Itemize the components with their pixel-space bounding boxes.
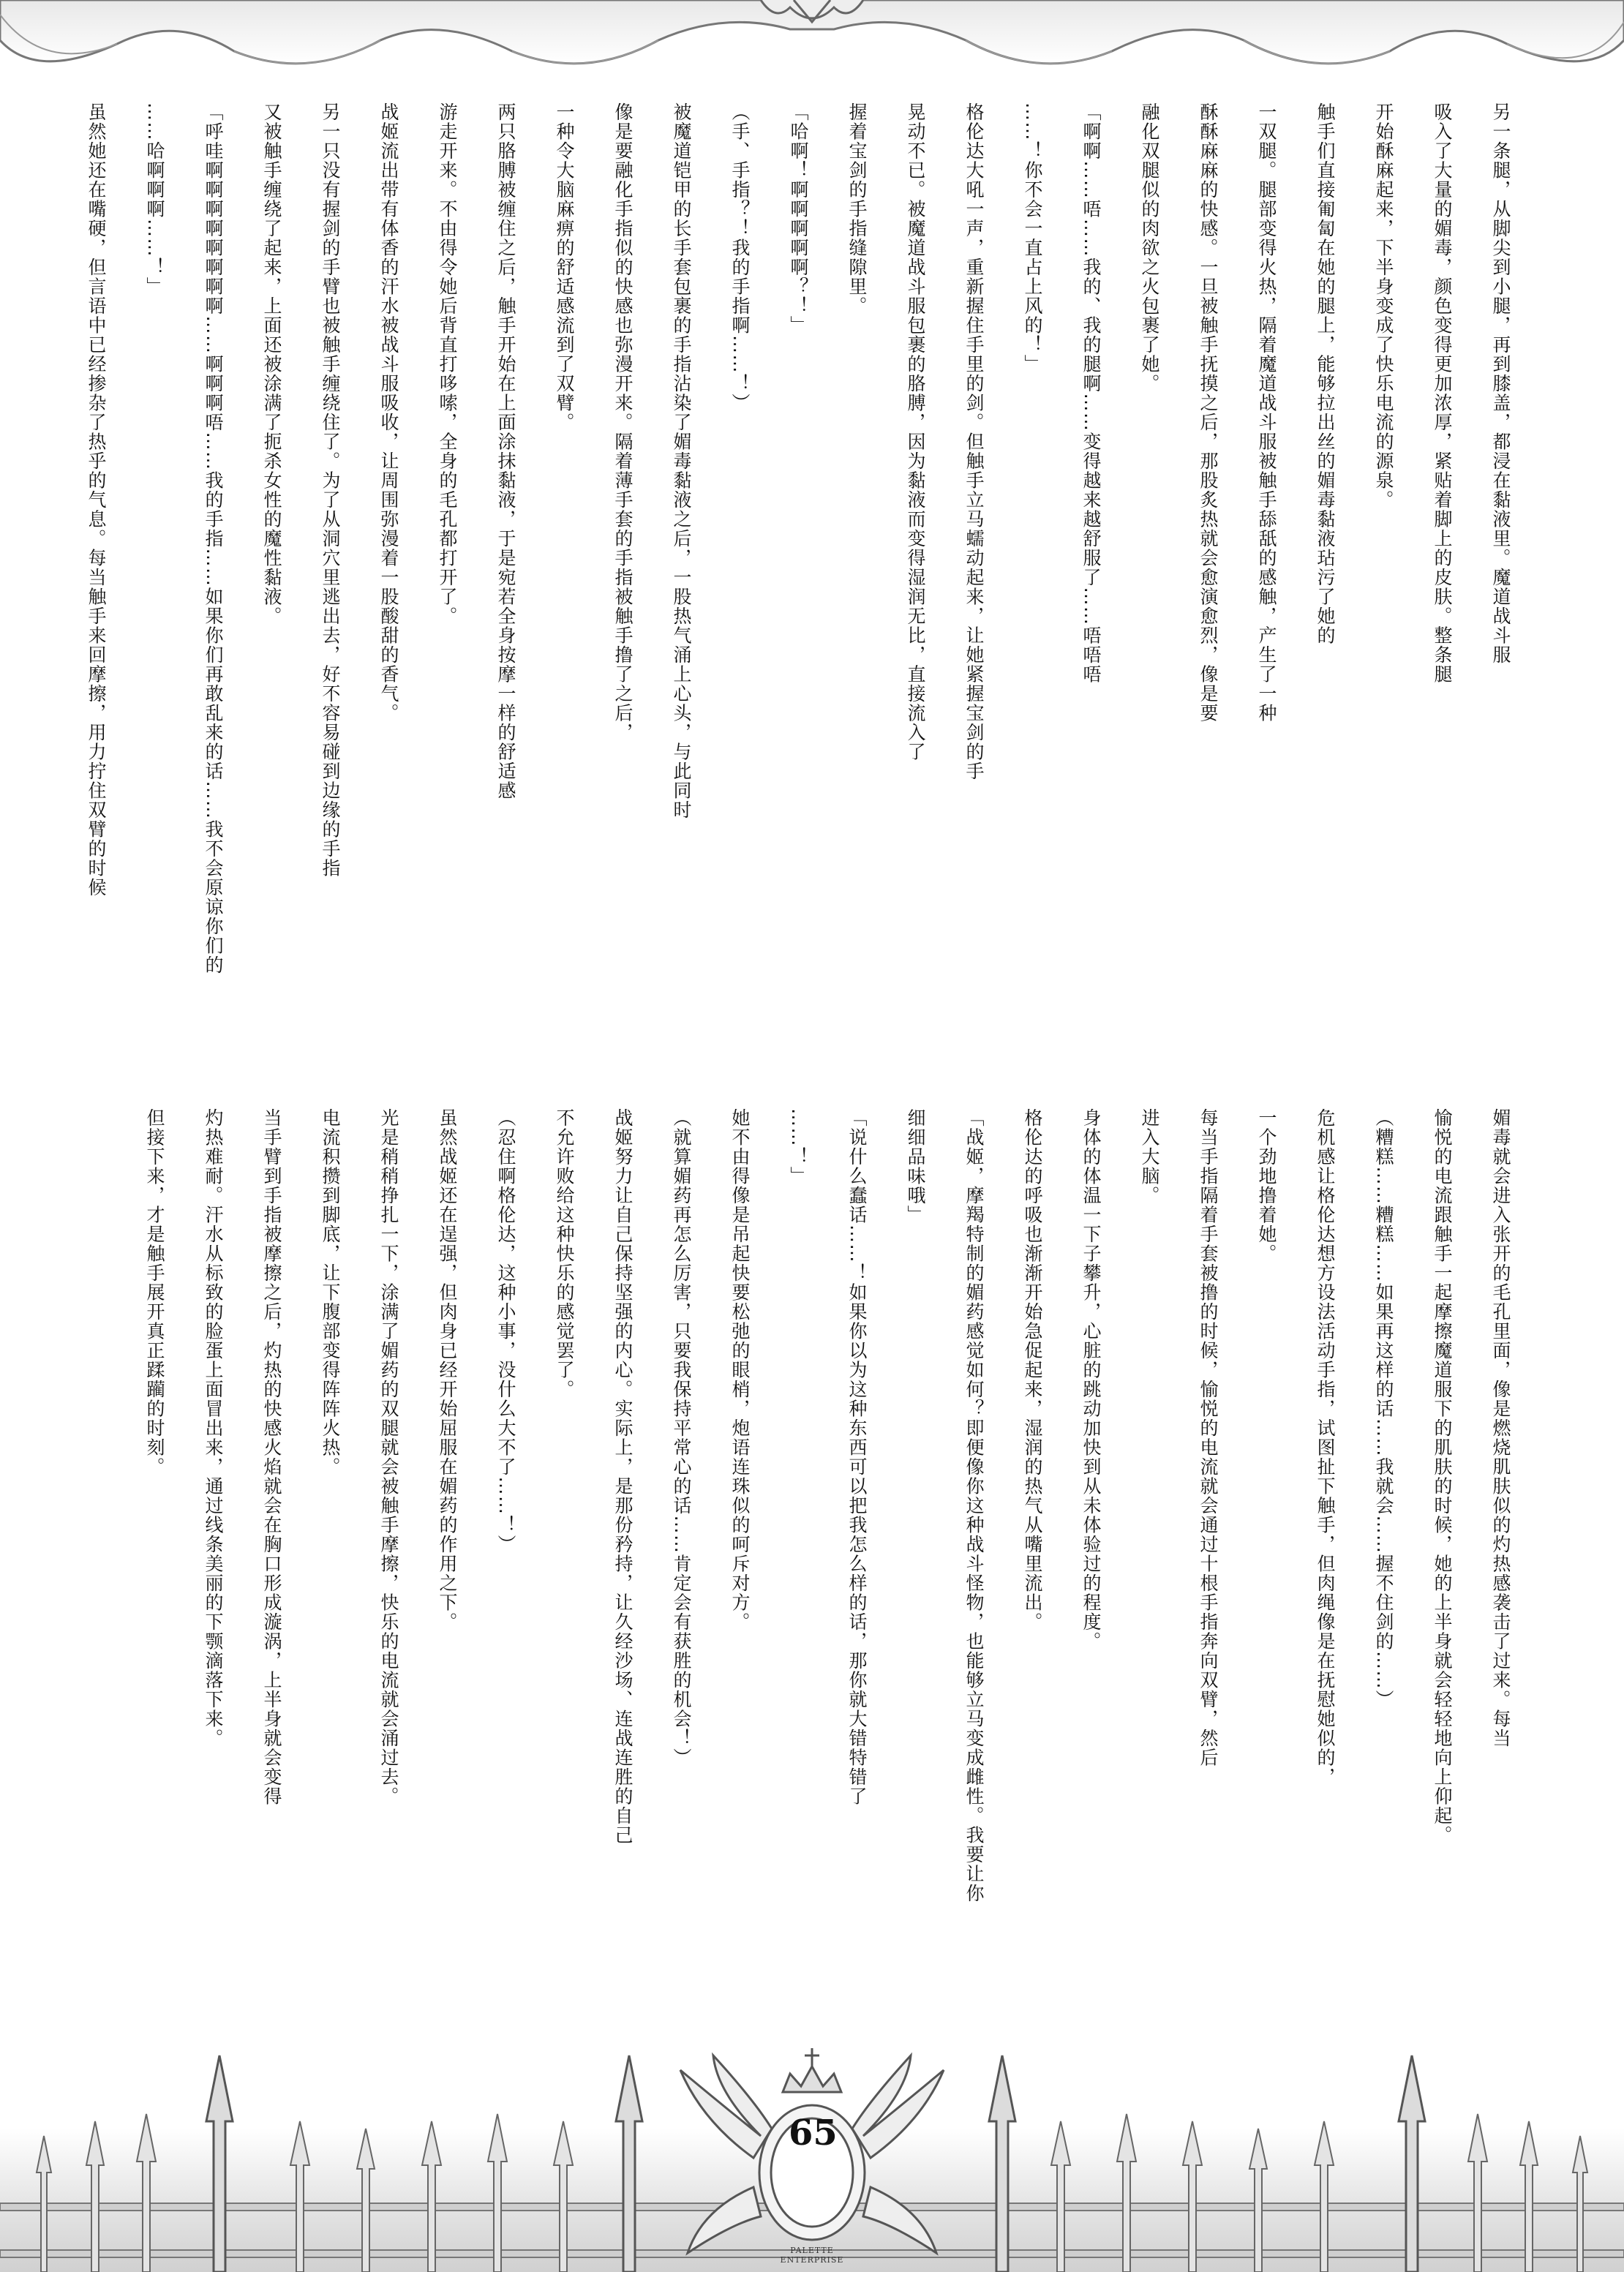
text-line: 酥酥麻麻的快感。一旦被触手抚摸之后，那股炙热就会愈演愈烈，像是要	[1198, 102, 1219, 723]
text-line: 开始酥麻起来，下半身变成了快乐电流的源泉。	[1373, 102, 1394, 510]
emblem-text: PALETTE ENTERPRISE	[780, 2246, 844, 2265]
text-line: 但接下来，才是触手展开真正蹂躏的时刻。	[144, 1108, 165, 1477]
text-line: 当手臂到手指被摩擦之后，灼热的快感火焰就会在胸口形成漩涡，上半身就会变得	[261, 1108, 282, 1806]
bottom-fence-decoration	[0, 2041, 1624, 2272]
text-line: 「说什么蠢话……！如果你以为这种东西可以把我怎么样的话，那你就大错特错了	[846, 1108, 868, 1806]
text-line: 两只胳膊被缠住之后，触手开始在上面涂抹黏液，于是宛若全身按摩一样的舒适感	[495, 102, 516, 800]
lower-text-block	[110, 1108, 1514, 1903]
text-line: 又被触手缠绕了起来，上面还被涂满了扼杀女性的魔性黏液。	[261, 102, 282, 626]
text-line: 另一只没有握剑的手臂也被触手缠绕住了。为了从洞穴里逃出去，好不容易碰到边缘的手指	[320, 102, 341, 878]
text-line: 格伦达的呼吸也渐渐开始急促起来，湿润的热气从嘴里流出。	[1022, 1108, 1043, 1632]
text-line: （手、手指？！我的手指啊……！）	[729, 102, 751, 413]
text-line: 战姬流出带有体香的汗水被战斗服吸收，让周围弥漫着一股酸甜的香气。	[378, 102, 399, 723]
text-line: 愉悦的电流跟触手一起摩擦魔道服下的肌肤的时候，她的上半身就会轻轻地向上仰起。	[1432, 1108, 1453, 1845]
text-line: 「啊啊……唔……我的、我的腿啊……变得越来越舒服了……唔唔唔	[1080, 102, 1102, 684]
text-line: 「哈啊！啊啊啊啊啊？！」	[788, 102, 809, 335]
text-line: （忍住啊格伦达，这种小事，没什么大不了……！）	[495, 1108, 516, 1554]
text-line: 一个劲地撸着她。	[1256, 1108, 1277, 1263]
text-line: 进入大脑。	[1139, 1108, 1160, 1205]
text-line: 触手们直接匍匐在她的腿上，能够拉出丝的媚毒黏液玷污了她的	[1315, 102, 1336, 645]
text-line: 她不由得像是吊起快要松弛的眼梢，炮语连珠似的呵斥对方。	[729, 1108, 751, 1632]
page-number: 65	[789, 2113, 838, 2153]
text-line: 不允许败给这种快乐的感觉罢了。	[554, 1108, 575, 1399]
text-line: 融化双腿似的肉欲之火包裹了她。	[1139, 102, 1160, 394]
text-line: ……！」	[788, 1108, 809, 1186]
text-line: 被魔道铠甲的长手套包裹的手指沾染了媚毒黏液之后，一股热气涌上心头，与此同时	[671, 102, 692, 820]
text-line: 危机感让格伦达想方设法活动手指，试图扯下触手，但肉绳像是在抚慰她似的，	[1315, 1108, 1336, 1787]
text-line: 游走开来。不由得令她后背直打哆嗦，全身的毛孔都打开了。	[437, 102, 458, 626]
text-line: 一双腿。腿部变得火热，隔着魔道战斗服被触手舔舐的感触，产生了一种	[1256, 102, 1277, 723]
text-line: 像是要融化手指似的快感也弥漫开来。隔着薄手套的手指被触手撸了之后，	[612, 102, 634, 742]
text-line: 虽然她还在嘴硬，但言语中已经掺杂了热乎的气息。每当触手来回摩擦，用力拧住双臂的时候	[86, 102, 107, 898]
text-line: 吸入了大量的媚毒，颜色变得更加浓厚，紧贴着脚上的皮肤。整条腿	[1432, 102, 1453, 684]
text-line: ……哈啊啊啊……！」	[144, 102, 165, 296]
text-line: 媚毒就会进入张开的毛孔里面，像是燃烧肌肤似的灼热感袭击了过来。每当	[1490, 1108, 1511, 1748]
text-line: ……！你不会一直占上风的！」	[1022, 102, 1043, 374]
text-line: （就算媚药再怎么厉害，只要我保持平常心的话……肯定会有获胜的机会！）	[671, 1108, 692, 1767]
text-line: 「呼哇啊啊啊啊啊啊啊啊……啊啊啊唔……我的手指……如果你们再敢乱来的话……我不会原谅你们的	[203, 102, 224, 975]
text-line: 每当手指隔着手套被撸的时候，愉悦的电流就会通过十根手指奔向双臂，然后	[1198, 1108, 1219, 1767]
text-line: 虽然战姬还在逞强，但肉身已经开始屈服在媚药的作用之下。	[437, 1108, 458, 1632]
text-line: （糟糕……糟糕……如果再这样的话……我就会……握不住剑的……）	[1373, 1108, 1394, 1709]
text-line: 光是稍稍挣扎一下，涂满了媚药的双腿就会被触手摩擦，快乐的电流就会涌过去。	[378, 1108, 399, 1806]
text-line: 「战姬，摩羯特制的媚药感觉如何？即便像你这种战斗怪物，也能够立马变成雌性。我要让你	[963, 1108, 985, 1903]
text-line: 一种令大脑麻痹的舒适感流到了双臂。	[554, 102, 575, 432]
text-line: 灼热难耐。汗水从标致的脸蛋上面冒出来，通过线条美丽的下颚滴落下来。	[203, 1108, 224, 1748]
text-line: 战姬努力让自己保持坚强的内心。实际上，是那份矜持，让久经沙场、连战连胜的自己	[612, 1108, 634, 1845]
upper-text-block	[51, 102, 1514, 975]
text-line: 身体的体温一下子攀升，心脏的跳动加快到从未体验过的程度。	[1080, 1108, 1102, 1651]
text-line: 电流积攒到脚底，让下腹部变得阵阵火热。	[320, 1108, 341, 1477]
text-line: 格伦达大吼一声，重新握住手里的剑。但触手立马蠕动起来，让她紧握宝剑的手	[963, 102, 985, 781]
text-line: 晃动不已。被魔道战斗服包裹的胳膊，因为黏液而变得湿润无比，直接流入了	[905, 102, 926, 761]
top-curtain-decoration	[0, 0, 1624, 110]
text-line: 细细品味哦」	[905, 1108, 926, 1225]
text-line: 另一条腿，从脚尖到小腿，再到膝盖，都浸在黏液里。魔道战斗服	[1490, 102, 1511, 665]
text-line: 握着宝剑的手指缝隙里。	[846, 102, 868, 316]
